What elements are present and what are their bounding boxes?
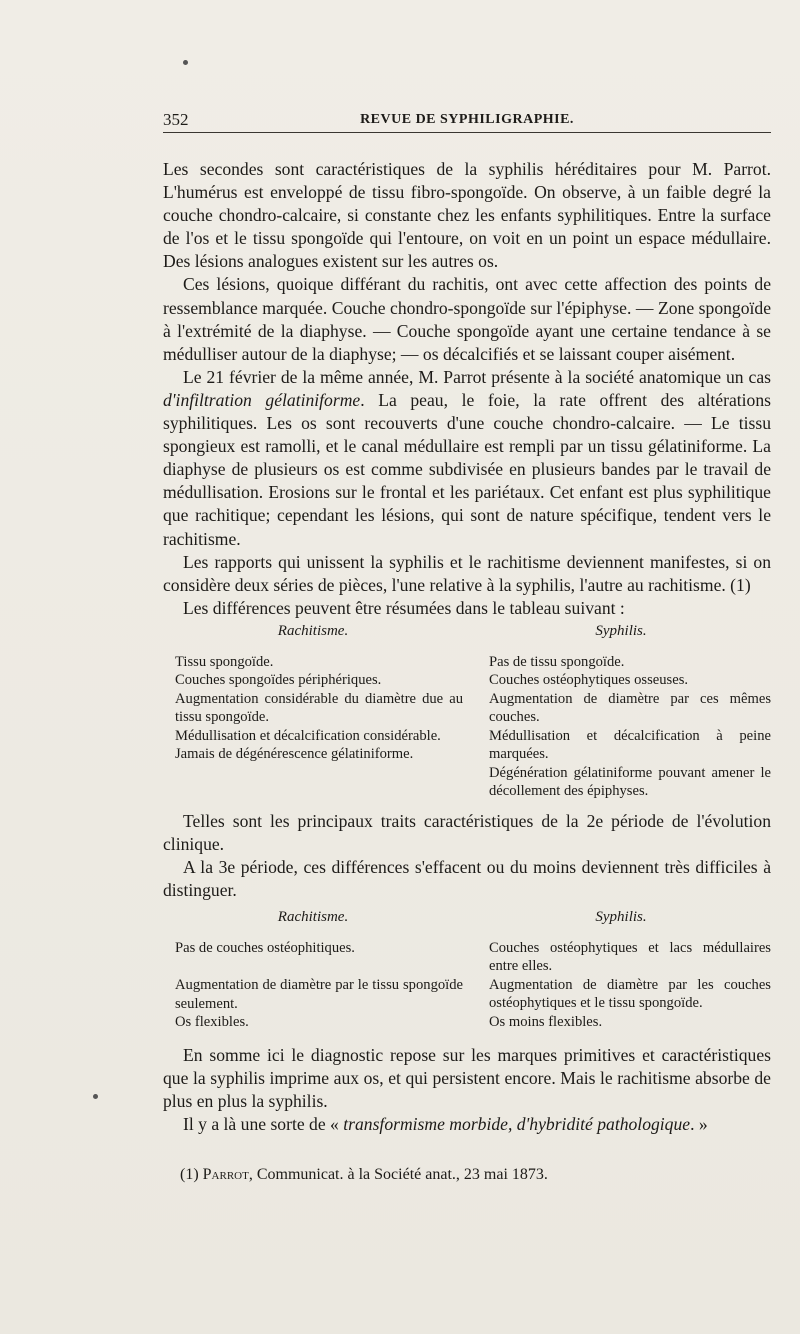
table-cell: Couches ostéophytiques et lacs médullaires entre elles. bbox=[489, 939, 771, 974]
table-cell: Tissu spongoïde. bbox=[175, 653, 274, 670]
running-head: REVUE DE SYPHILIGRAPHIE. bbox=[360, 112, 574, 127]
comparison-table-1 bbox=[163, 622, 771, 801]
footnote bbox=[180, 1165, 740, 1185]
paragraph: Les secondes sont caractéristiques de la syphilis héréditaires pour M. Parrot. L'humérus est enveloppé de tissu fibro-spongoïde. On observe, à un faible degré la couche chondro-calcaire, si constante chez les enfants syphilitiques. Entre la surface de l'os et le tissu spongoïde qui l'entoure, on voit en un point un espace médullaire. Des lésions analogues existent sur les autres os. bbox=[163, 159, 771, 272]
body-section-3 bbox=[163, 1044, 771, 1136]
page-header bbox=[163, 110, 771, 133]
table-cell: Dégénération gélatiniforme pouvant amener le décollement des épiphyses. bbox=[489, 764, 771, 799]
speck-mark bbox=[183, 60, 188, 65]
body-section-2 bbox=[163, 810, 771, 902]
text-run: . » bbox=[690, 1114, 708, 1135]
table-column-left bbox=[163, 653, 463, 801]
table-header-left: Rachitisme. bbox=[277, 623, 349, 639]
italic-term: transformisme morbide, d'hybridité pathologique bbox=[343, 1114, 691, 1135]
text-run: Il y a là une sorte de « bbox=[183, 1114, 344, 1135]
table-cell: Os moins flexibles. bbox=[489, 1013, 603, 1030]
text-run: Le 21 février de la même année, M. Parrot présente à la société anatomique un cas bbox=[183, 366, 771, 387]
table-cell: Couches spongoïdes périphériques. bbox=[175, 672, 382, 688]
table-column-right bbox=[471, 939, 771, 1032]
speck-mark bbox=[93, 1094, 98, 1099]
paragraph: A la 3e période, ces différences s'effacent ou du moins deviennent très difficiles à distinguer. bbox=[163, 857, 771, 901]
table-header-right: Syphilis. bbox=[595, 623, 647, 639]
paragraph: Les rapports qui unissent la syphilis et le rachitisme deviennent manifestes, si on considère deux séries de pièces, l'une relative à la syphilis, l'autre au rachitisme. (1) bbox=[163, 551, 771, 595]
table-cell: Augmentation de diamètre par le tissu spongoïde seulement. bbox=[175, 977, 463, 1012]
table-cell: Jamais de dégénérescence gélatiniforme. bbox=[175, 746, 414, 762]
table-cell: Augmentation de diamètre par ces mêmes couches. bbox=[489, 690, 771, 725]
footnote-mark: (1) bbox=[180, 1166, 199, 1183]
table-column-left bbox=[163, 939, 463, 1032]
paragraph bbox=[163, 1113, 771, 1136]
footnote-text: , Communicat. à la Société anat., 23 mai 1873. bbox=[248, 1166, 548, 1183]
table-cell: Augmentation considérable du diamètre due au tissu spongoïde. bbox=[175, 690, 463, 725]
paragraph: Telles sont les principaux traits caractéristiques de la 2e période de l'évolution clinique. bbox=[163, 811, 771, 855]
text-run: . La peau, le foie, la rate offrent des altérations syphilitiques. Les os sont recouverts d'une couche chondro-calcaire. — Le tissu spongieux est ramolli, et le canal médullaire est rempli par un tissu gélatiniforme. La diaphyse de plusieurs os est comme subdivisée en plusieurs bandes par le travail de médullisation. Erosions sur le frontal et les pariétaux. Cet enfant est plus syphilitique que rachitique; cependant les lésions, qui sont de nature spécifique, tendent vers le rachitisme. bbox=[163, 389, 771, 549]
footnote-author: Parrot bbox=[202, 1166, 249, 1183]
paragraph: Ces lésions, quoique différant du rachitis, ont avec cette affection des points de ressemblance marquée. Couche chondro-spongoïde sur l'épiphyse. — Zone spongoïde à l'extrémité de la diaphyse. — Couche spongoïde ayant une certaine tendance à se médulliser autour de la diaphyse; — os décalcifiés et se laissant couper aisément. bbox=[163, 274, 771, 364]
table-cell: Pas de tissu spongoïde. bbox=[489, 653, 625, 670]
table-cell: Os flexibles. bbox=[175, 1014, 249, 1030]
table-header-left: Rachitisme. bbox=[277, 909, 349, 925]
table-column-right bbox=[471, 653, 771, 801]
paragraph: En somme ici le diagnostic repose sur les marques primitives et caractéristiques que la syphilis imprime aux os, et qui persistent encore. Mais le rachitisme absorbe de plus en plus la syphilis. bbox=[163, 1045, 771, 1112]
body-section-1 bbox=[163, 158, 771, 620]
table-cell: Couches ostéophytiques osseuses. bbox=[489, 672, 689, 688]
paragraph bbox=[163, 366, 771, 551]
page-number: 352 bbox=[163, 110, 189, 129]
paragraph: Les différences peuvent être résumées dans le tableau suivant : bbox=[183, 597, 625, 618]
table-cell: Médullisation et décalcification à peine marquées. bbox=[489, 727, 771, 762]
table-cell: Augmentation de diamètre par les couches ostéophytiques et le tissu spongoïde. bbox=[489, 976, 771, 1011]
comparison-table-2 bbox=[163, 908, 771, 1032]
table-header-right: Syphilis. bbox=[595, 909, 647, 925]
italic-term: d'infiltration gélatiniforme bbox=[163, 389, 361, 410]
table-cell: Pas de couches ostéophitiques. bbox=[175, 939, 355, 956]
table-cell: Médullisation et décalcification considérable. bbox=[175, 727, 441, 744]
